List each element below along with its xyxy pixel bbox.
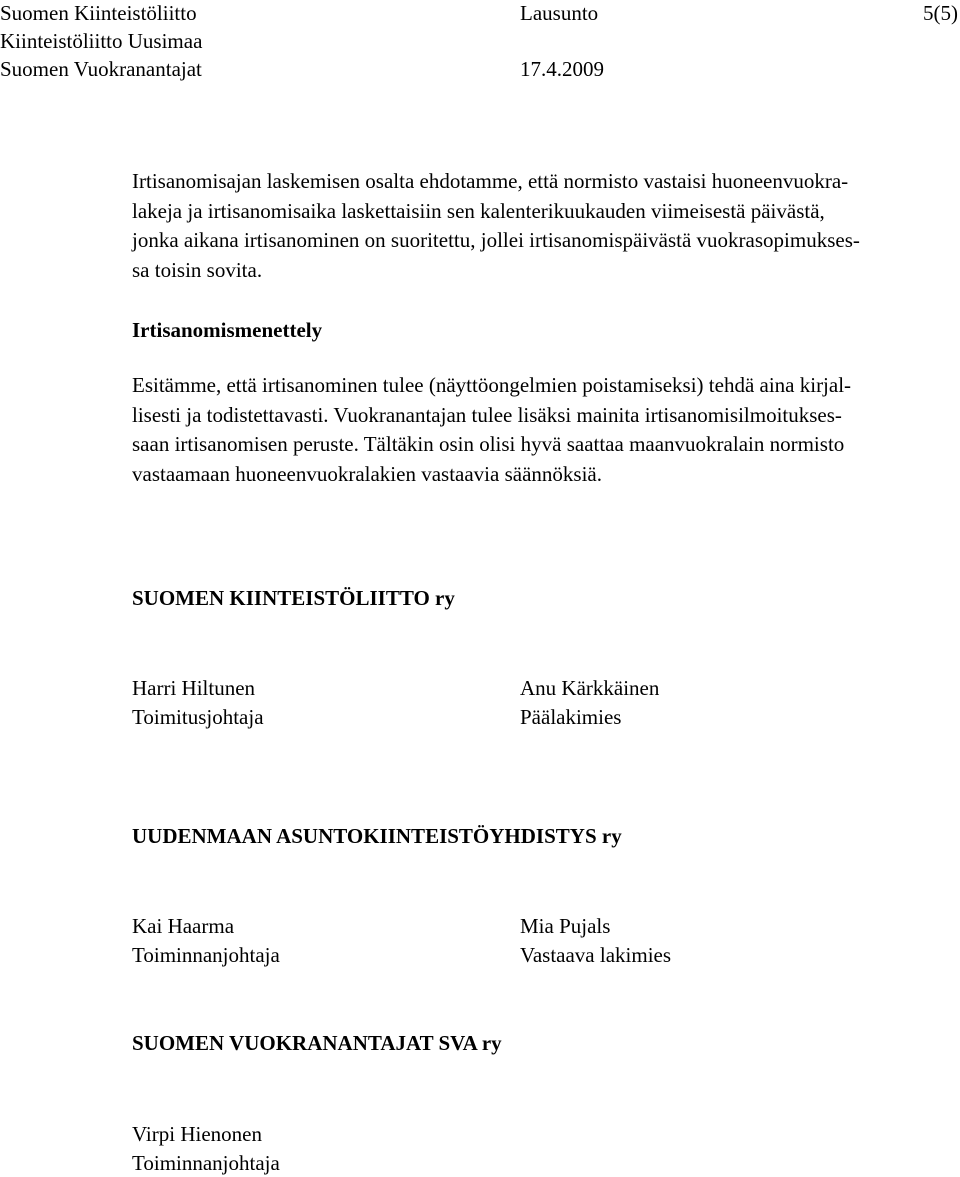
paragraph-line: Esitämme, että irtisanominen tulee (näyttöongelmien poistamiseksi) tehdä aina kirjal-	[132, 373, 852, 397]
page-number: 5(5)	[923, 1, 958, 25]
paragraph-notice-period	[132, 167, 952, 285]
paragraph-line: Irtisanomisajan laskemisen osalta ehdotamme, että normisto vastaisi huoneenvuokra-	[132, 169, 849, 193]
signature-block	[520, 674, 659, 731]
signature-block	[132, 674, 264, 731]
paragraph-line: sa toisin sovita.	[132, 257, 263, 282]
paragraph-line: jonka aikana irtisanominen on suoritettu, jollei irtisanomispäivästä vuokrasopimukses-	[132, 228, 860, 252]
signer-title: Vastaava lakimies	[520, 942, 672, 967]
header-org-2: Kiinteistöliitto Uusimaa	[0, 29, 203, 53]
section-heading: Irtisanomismenettely	[132, 318, 323, 342]
signature-block	[132, 912, 280, 969]
org-name-kiinteistoliitto: SUOMEN KIINTEISTÖLIITTO ry	[132, 586, 455, 610]
paragraph-line: lisesti ja todistettavasti. Vuokranantajan tulee lisäksi mainita irtisanomisilmoitukses-	[132, 402, 842, 427]
paragraph-line: lakeja ja irtisanomisaika laskettaisiin sen kalenterikuukauden viimeisestä päivästä,	[132, 198, 825, 223]
org-name-uudenmaan: UUDENMAAN ASUNTOKIINTEISTÖYHDISTYS ry	[132, 824, 622, 848]
header-org-1: Suomen Kiinteistöliitto	[0, 1, 197, 25]
signer-name: Kai Haarma	[132, 914, 235, 938]
paragraph-line: vastaamaan huoneenvuokralakien vastaavia säännöksiä.	[132, 461, 602, 486]
document-type: Lausunto	[520, 1, 599, 25]
signer-title: Toimitusjohtaja	[132, 704, 264, 729]
paragraph-procedure	[132, 371, 952, 489]
signer-title: Toiminnanjohtaja	[132, 1150, 280, 1175]
signer-name: Harri Hiltunen	[132, 676, 256, 700]
document-date: 17.4.2009	[520, 57, 604, 81]
signer-title: Päälakimies	[520, 704, 622, 729]
org-name-vuokranantajat: SUOMEN VUOKRANANTAJAT SVA ry	[132, 1031, 502, 1055]
signature-block	[132, 1120, 280, 1177]
signature-block	[520, 912, 671, 969]
header-org-3: Suomen Vuokranantajat	[0, 57, 202, 81]
paragraph-line: saan irtisanomisen peruste. Tältäkin osin olisi hyvä saattaa maanvuokralain normisto	[132, 432, 845, 456]
signer-name: Mia Pujals	[520, 914, 611, 938]
signer-title: Toiminnanjohtaja	[132, 942, 280, 967]
signer-name: Virpi Hienonen	[132, 1122, 262, 1146]
signer-name: Anu Kärkkäinen	[520, 676, 660, 700]
